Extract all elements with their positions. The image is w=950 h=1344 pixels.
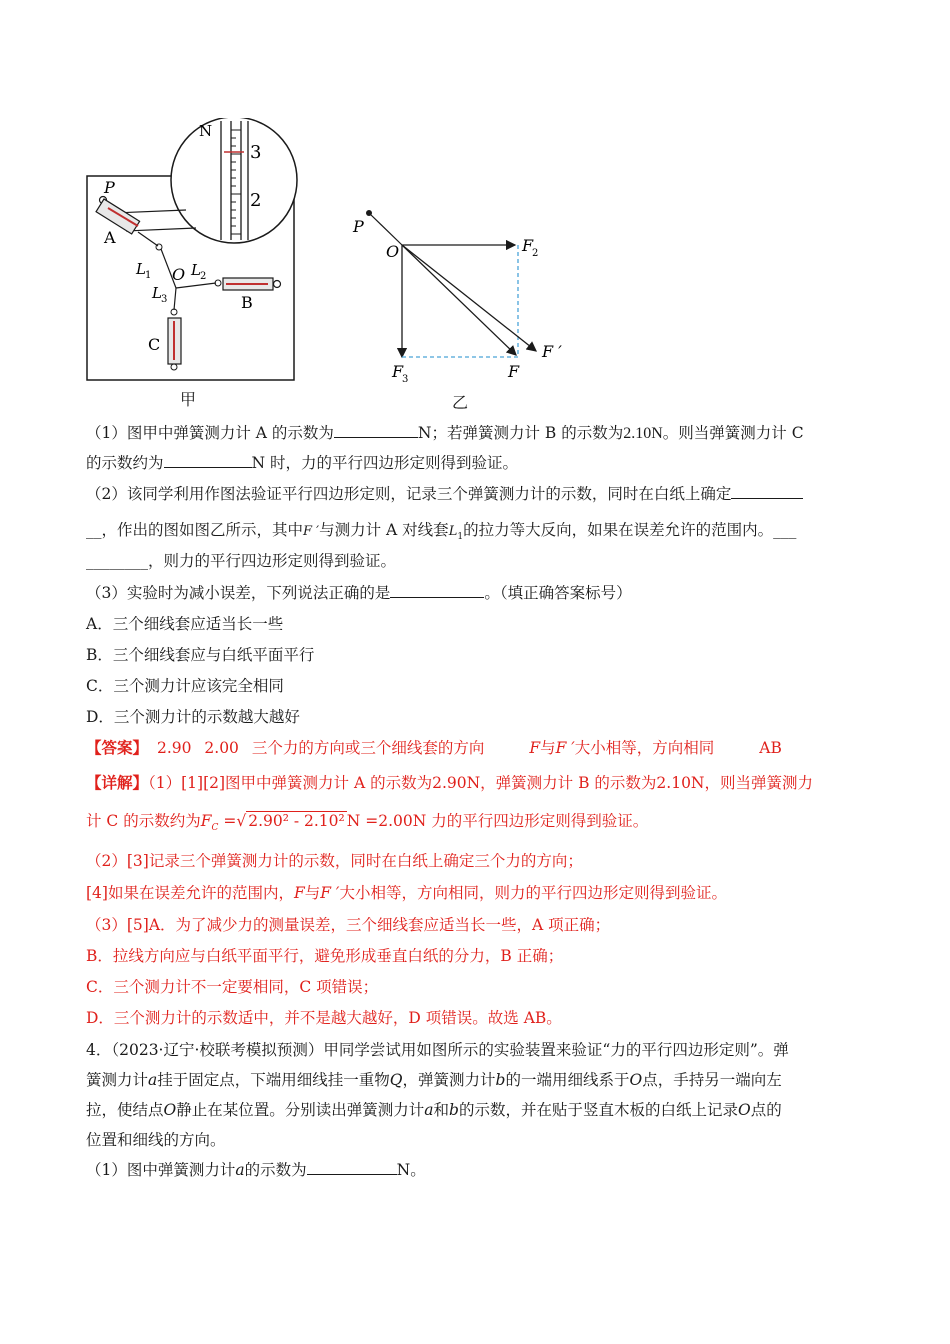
detail-line1: 【详解】（1）[1][2]图甲中弹簧测力计 A 的示数为2.90N，弹簧测力计 B 的示数为2.10N，则当弹簧测力 <box>86 773 814 792</box>
scale-label-3: 3 <box>250 142 262 163</box>
label-L1: L <box>136 260 146 278</box>
label-L3-sub: 3 <box>161 294 168 305</box>
spring-scale-B <box>215 278 281 290</box>
label-B: B <box>241 293 253 312</box>
label-F: F <box>508 362 520 381</box>
q4-line2: 簧测力计a挂于固定点，下端用细线挂一重物Q，弹簧测力计b的一端用细线系于O点，手持另一端向左 <box>86 1071 782 1089</box>
figure-jia <box>86 118 298 383</box>
q1-line2: 的示数约为 N 时，力的平行四边形定则得到验证。 <box>86 454 519 472</box>
vector-F-prime <box>402 245 539 351</box>
label-P: P <box>353 217 364 236</box>
label-L1-sub: 1 <box>145 270 152 281</box>
q1-blank1[interactable] <box>334 422 418 438</box>
magnifier-circle <box>171 118 297 243</box>
q4-line5: （1）图中弹簧测力计a的示数为 N。 <box>86 1161 426 1179</box>
label-P: P <box>104 178 115 197</box>
label-C: C <box>148 335 161 354</box>
detail-line6: B．拉线方向应与白纸平面平行，避免形成垂直白纸的分力，B 正确； <box>86 947 564 965</box>
q3-option-C: C．三个测力计应该完全相同 <box>86 677 284 695</box>
q4-line4: 位置和细线的方向。 <box>86 1131 226 1149</box>
figure-yi <box>350 205 580 385</box>
detail-line3: （2）[3]记录三个弹簧测力计的示数，同时在白纸上确定三个力的方向； <box>86 852 583 870</box>
label-L3: L <box>152 284 162 302</box>
q1-line1: （1）图甲中弹簧测力计 A 的示数为 N；若弹簧测力计 B 的示数为2.10N。则当弹簧测力计 C <box>86 424 804 442</box>
scale-unit-N: N <box>199 122 213 140</box>
q4-line3: 拉，使结点O静止在某位置。分别读出弹簧测力计a和b的示数，并在贴于竖直木板的白纸上记录O点的 <box>86 1101 782 1119</box>
figure-jia-caption: 甲 <box>180 390 197 409</box>
q4-line1: 4．（2023·辽宁·校联考模拟预测）甲同学尝试用如图所示的实验装置来验证“力的平行四边形定则”。弹 <box>86 1041 789 1059</box>
q2-line3: ________，则力的平行四边形定则得到验证。 <box>86 552 397 570</box>
q3-option-A: A．三个细线套应适当长一些 <box>86 615 284 633</box>
q3-line1: （3）实验时为减小误差，下列说法正确的是 。（填正确答案标号） <box>86 584 632 602</box>
label-F3: F <box>392 362 404 381</box>
detail-line7: C．三个测力计不一定要相同，C 项错误； <box>86 978 379 996</box>
q2-line1: （2）该同学利用作图法验证平行四边形定则，记录三个弹簧测力计的示数，同时在白纸上确定 <box>86 483 803 505</box>
vector-F <box>402 245 516 355</box>
label-F-prime: F ′ <box>542 342 562 361</box>
q2-blank1[interactable] <box>731 483 803 499</box>
label-L2-sub: 2 <box>200 271 207 282</box>
q4-blank[interactable] <box>307 1159 397 1175</box>
q3-option-D: D．三个测力计的示数越大越好 <box>86 708 300 726</box>
q2-line2: __，作出的图如图乙所示，其中F ′与测力计 A 对线套$L_1$的拉力等大反向，如果在误差允许的范围内。___ <box>86 521 797 543</box>
label-O: O <box>172 265 186 284</box>
figure-yi-caption: 乙 <box>452 393 469 412</box>
detail-line4: [4]如果在误差允许的范围内，F与F ′大小相等，方向相同，则力的平行四边形定则得到验证。 <box>86 884 727 902</box>
q1-blank2[interactable] <box>164 452 252 468</box>
label-F3-sub: 3 <box>402 374 409 385</box>
spring-scale-C <box>168 309 181 370</box>
label-L2: L <box>191 261 201 279</box>
q3-option-B: B．三个细线套应与白纸平面平行 <box>86 646 315 664</box>
detail-line5: （3）[5]A．为了减少力的测量误差，三个细线套应适当长一些，A 项正确； <box>86 916 611 934</box>
q3-blank[interactable] <box>390 582 484 598</box>
label-A: A <box>104 228 116 247</box>
scale-label-2: 2 <box>250 190 262 211</box>
label-F2: F <box>522 236 534 255</box>
answer-line: 【答案】 2.90 2.00 三个力的方向或三个细线套的方向 F与F ′大小相等，方向相同 AB <box>86 738 782 757</box>
label-F2-sub: 2 <box>532 248 539 259</box>
label-O: O <box>386 242 400 261</box>
detail-line2: 计 C 的示数约为$F_C$ =√ 2.90² - 2.10² N =2.00N 力的平行四边形定则得到验证。 <box>86 812 649 834</box>
detail-line8: D．三个测力计的示数适中，并不是越大越好，D 项错误。故选 AB。 <box>86 1009 562 1027</box>
